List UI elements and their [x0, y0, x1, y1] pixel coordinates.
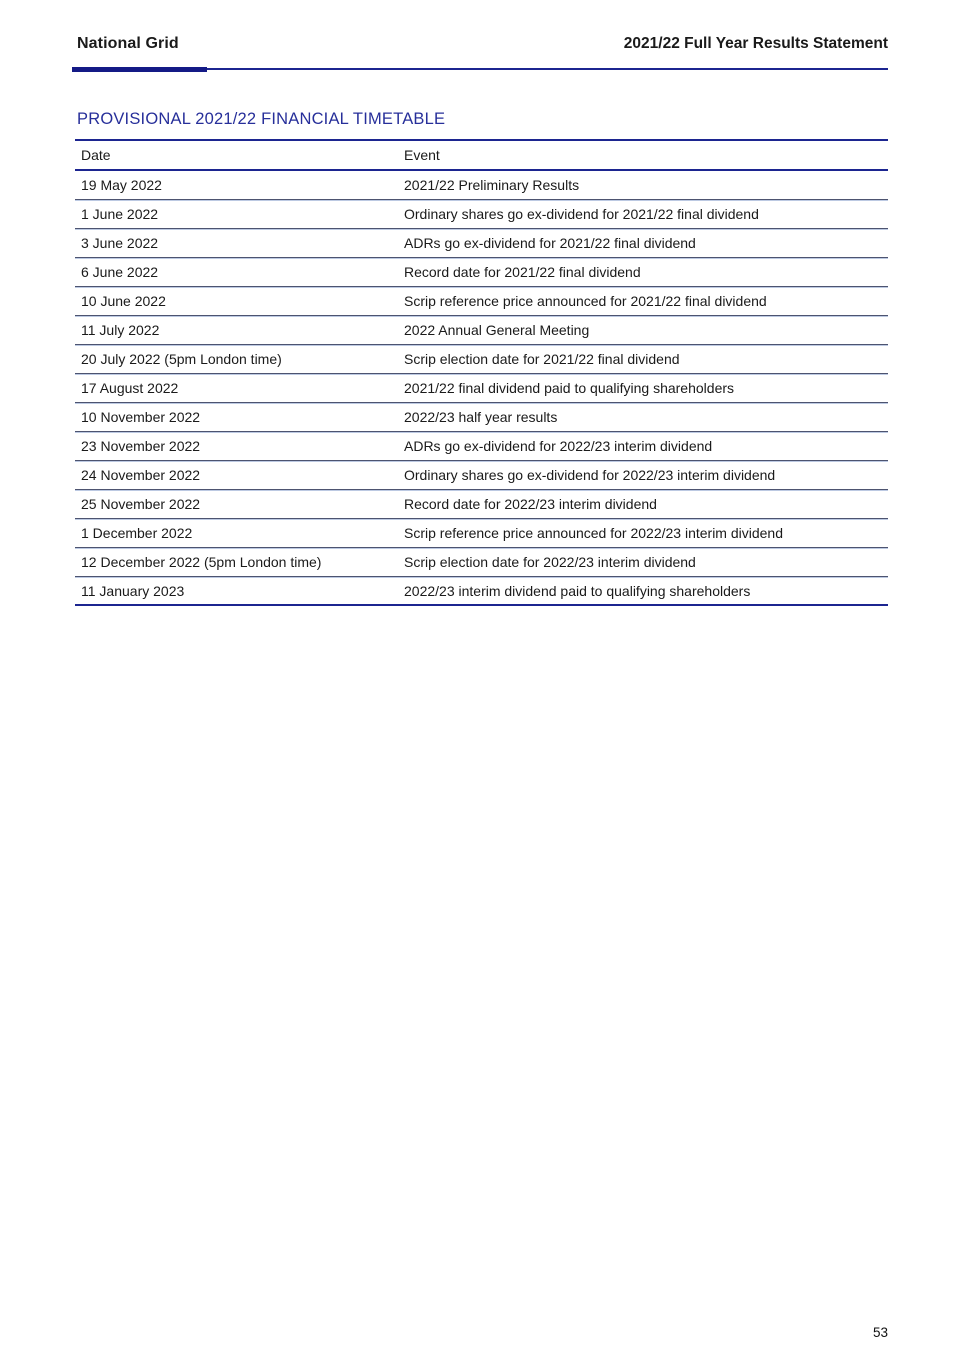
section-title: PROVISIONAL 2021/22 FINANCIAL TIMETABLE: [77, 110, 446, 128]
table-row: [75, 316, 888, 345]
date-cell: 23 November 2022: [81, 438, 201, 454]
date-cell: 6 June 2022: [81, 264, 159, 280]
event-cell: Record date for 2021/22 final dividend: [404, 264, 641, 280]
date-cell: 1 December 2022: [81, 525, 193, 541]
date-cell: 20 July 2022 (5pm London time): [81, 351, 282, 367]
table-row: [75, 287, 888, 316]
table-row: [75, 258, 888, 287]
financial-timetable: [75, 139, 888, 606]
date-cell: 17 August 2022: [81, 380, 179, 396]
event-cell: 2022/23 half year results: [404, 409, 558, 425]
table-row: [75, 577, 888, 606]
event-cell: 2022/23 interim dividend paid to qualifying shareholders: [404, 582, 751, 599]
table-row: [75, 461, 888, 490]
date-cell: 25 November 2022: [81, 496, 201, 512]
event-cell: 2022 Annual General Meeting: [404, 322, 590, 338]
table-row: [75, 519, 888, 548]
event-cell: Scrip election date for 2022/23 interim dividend: [404, 554, 696, 570]
column-header-date: Date: [81, 147, 111, 163]
table-row: [75, 171, 888, 200]
table-body: [75, 171, 888, 606]
date-cell: 10 June 2022: [81, 293, 166, 309]
event-cell: 2021/22 Preliminary Results: [404, 177, 580, 193]
date-cell: 24 November 2022: [81, 467, 201, 483]
page-number: 53: [872, 1325, 888, 1340]
table-row: [75, 548, 888, 577]
header-rule: [77, 67, 888, 73]
event-cell: Scrip reference price announced for 2022/23 interim dividend: [404, 525, 784, 541]
running-header: [77, 35, 888, 53]
table-row: [75, 345, 888, 374]
table-row: [75, 229, 888, 258]
event-cell: ADRs go ex-dividend for 2021/22 final dividend: [404, 235, 696, 251]
date-cell: 12 December 2022 (5pm London time): [81, 554, 322, 570]
date-cell: 3 June 2022: [81, 235, 159, 251]
event-cell: Scrip reference price announced for 2021/22 final dividend: [404, 293, 767, 309]
document-title: 2021/22 Full Year Results Statement: [623, 35, 888, 52]
table-header-row: [75, 141, 888, 171]
table-row: [75, 374, 888, 403]
date-cell: 10 November 2022: [81, 409, 201, 425]
date-cell: 19 May 2022: [81, 177, 162, 193]
company-name: National Grid: [77, 35, 179, 52]
table-row: [75, 490, 888, 519]
event-cell: 2021/22 final dividend paid to qualifying shareholders: [404, 380, 735, 396]
event-cell: Ordinary shares go ex-dividend for 2021/22 final dividend: [404, 206, 759, 222]
table-row: [75, 432, 888, 461]
table-row: [75, 403, 888, 432]
event-cell: Scrip election date for 2021/22 final dividend: [404, 351, 680, 367]
header-rule-thick-segment: [72, 67, 207, 72]
table-row: [75, 200, 888, 229]
event-cell: Ordinary shares go ex-dividend for 2022/23 interim dividend: [404, 467, 776, 483]
date-cell: 11 January 2023: [81, 582, 185, 599]
event-cell: ADRs go ex-dividend for 2022/23 interim dividend: [404, 438, 713, 454]
event-cell: Record date for 2022/23 interim dividend: [404, 496, 657, 512]
date-cell: 11 July 2022: [81, 322, 160, 338]
date-cell: 1 June 2022: [81, 206, 159, 222]
column-header-event: Event: [404, 147, 440, 163]
